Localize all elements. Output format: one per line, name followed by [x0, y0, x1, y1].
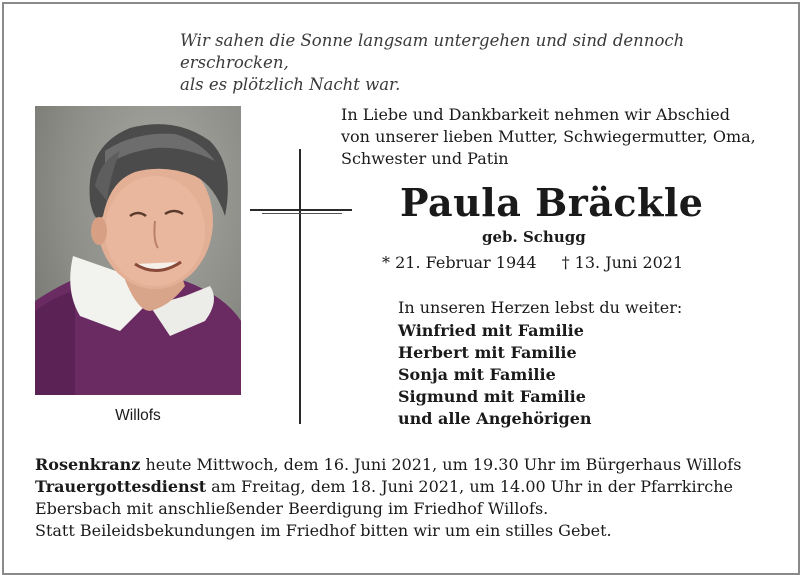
mourner-item: und alle Angehörigen — [398, 409, 592, 428]
rosary-line — [35, 454, 785, 476]
mourner-item: Winfried mit Familie — [398, 321, 584, 340]
cross-horizontal-accent — [262, 213, 342, 214]
mourner-item: Sigmund mit Familie — [398, 387, 586, 406]
maiden-name: geb. Schugg — [482, 228, 586, 246]
portrait-photo — [35, 106, 241, 395]
death-date: † 13. Juni 2021 — [561, 253, 684, 272]
rosary-text: heute Mittwoch, dem 16. Juni 2021, um 19.30 Uhr im Bürgerhaus Willofs — [140, 455, 742, 474]
memorial-quote — [180, 30, 780, 96]
intro-line: In Liebe und Dankbarkeit nehmen wir Abschied — [341, 105, 731, 124]
mourners-list — [398, 320, 592, 430]
burial-line: Ebersbach mit anschließender Beerdigung im Friedhof Willofs. — [35, 499, 549, 518]
intro-line: Schwester und Patin — [341, 149, 509, 168]
quote-line: Wir sahen die Sonne langsam untergehen und sind dennoch erschrocken, — [180, 31, 685, 72]
ceremony-info — [35, 454, 785, 542]
service-label: Trauergottesdienst — [35, 477, 207, 496]
birth-date: * 21. Februar 1944 — [382, 253, 537, 272]
intro-line: von unserer lieben Mutter, Schwiegermutter, Oma, — [341, 127, 756, 146]
cross-horizontal — [250, 209, 352, 211]
prayer-line: Statt Beileidsbekundungen im Friedhof bitten wir um ein stilles Gebet. — [35, 521, 612, 540]
mourner-item: Sonja mit Familie — [398, 365, 556, 384]
quote-line: als es plötzlich Nacht war. — [180, 75, 401, 94]
farewell-intro — [341, 104, 781, 170]
deceased-name: Paula Bräckle — [400, 180, 704, 225]
rosary-label: Rosenkranz — [35, 455, 141, 474]
service-line — [35, 476, 785, 498]
mourner-item: Herbert mit Familie — [398, 343, 577, 362]
life-dates — [382, 253, 703, 272]
cross-vertical — [299, 149, 301, 424]
service-text: am Freitag, dem 18. Juni 2021, um 14.00 Uhr in der Pfarrkirche — [206, 477, 733, 496]
photo-caption-place: Willofs — [115, 407, 161, 424]
mourners-intro: In unseren Herzen lebst du weiter: — [398, 298, 683, 317]
portrait-illustration — [35, 106, 241, 395]
